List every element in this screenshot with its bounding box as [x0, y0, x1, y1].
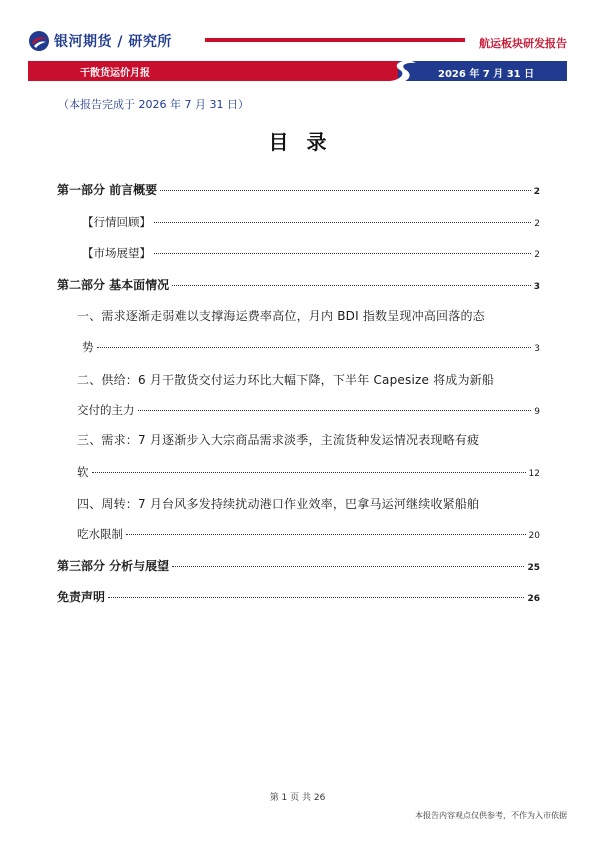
page-number: 9	[534, 407, 540, 417]
toc-entry-market-outlook[interactable]: 【市场展望】 2	[82, 246, 540, 260]
page-counter: 第 1 页 共 26	[269, 793, 326, 803]
toc-entry-market-review[interactable]: 【行情回顾】 2	[82, 215, 540, 229]
galaxy-logo-icon	[28, 30, 50, 52]
page-number: 20	[528, 531, 540, 541]
toc-entry-demand-season-line1[interactable]: 三、需求：7 月逐渐步入大宗商品需求淡季，主流货种发运情况表现略有疲	[77, 433, 480, 447]
s-swoosh-icon	[386, 59, 420, 83]
completion-note: （本报告完成于 2026 年 7 月 31 日）	[58, 98, 249, 111]
report-type: 航运板块研发报告	[479, 37, 567, 50]
page-number: 26	[527, 594, 540, 604]
page-number: 3	[533, 282, 540, 292]
toc-entry-demand[interactable]: 势 3	[82, 340, 540, 354]
toc-entry-part3[interactable]: 第三部分 分析与展望 25	[57, 559, 540, 573]
toc-entry-turnover-line1[interactable]: 四、周转：7 月台风多发持续扰动港口作业效率，巴拿马运河继续收紧船舶	[77, 497, 480, 511]
company-logo	[28, 30, 172, 52]
header-banner	[28, 61, 567, 81]
page-number: 2	[534, 219, 540, 229]
header-rule	[205, 38, 465, 42]
report-name: 干散货运价月报	[80, 68, 150, 79]
page-number: 25	[527, 563, 540, 573]
page-number: 2	[534, 250, 540, 260]
toc-entry-part2[interactable]: 第二部分 基本面情况 3	[57, 278, 540, 292]
page-number: 2	[533, 187, 540, 197]
toc-entry-part1[interactable]: 第一部分 前言概要 2	[57, 183, 540, 197]
page-number: 3	[534, 344, 540, 354]
report-date: 2026 年 7 月 31 日	[438, 69, 535, 80]
page-number: 12	[528, 469, 540, 479]
toc-entry-demand-season[interactable]: 软 12	[77, 465, 540, 479]
toc-entry-disclaimer[interactable]: 免责声明 26	[57, 590, 540, 604]
logo-text: 银河期货 / 研究所	[54, 34, 172, 50]
toc-entry-supply-line1[interactable]: 二、供给：6 月干散货交付运力环比大幅下降，下半年 Capesize 将成为新船	[77, 373, 495, 387]
disclaimer-note: 本报告内容观点仅供参考，不作为入市依据	[415, 811, 567, 820]
toc-title: 目录	[268, 130, 345, 154]
toc-entry-demand-line1[interactable]: 一、需求逐渐走弱难以支撑海运费率高位，月内 BDI 指数呈现冲高回落的态	[77, 309, 485, 323]
toc-entry-supply[interactable]: 交付的主力 9	[77, 403, 540, 417]
toc-entry-turnover[interactable]: 吃水限制 20	[77, 527, 540, 541]
